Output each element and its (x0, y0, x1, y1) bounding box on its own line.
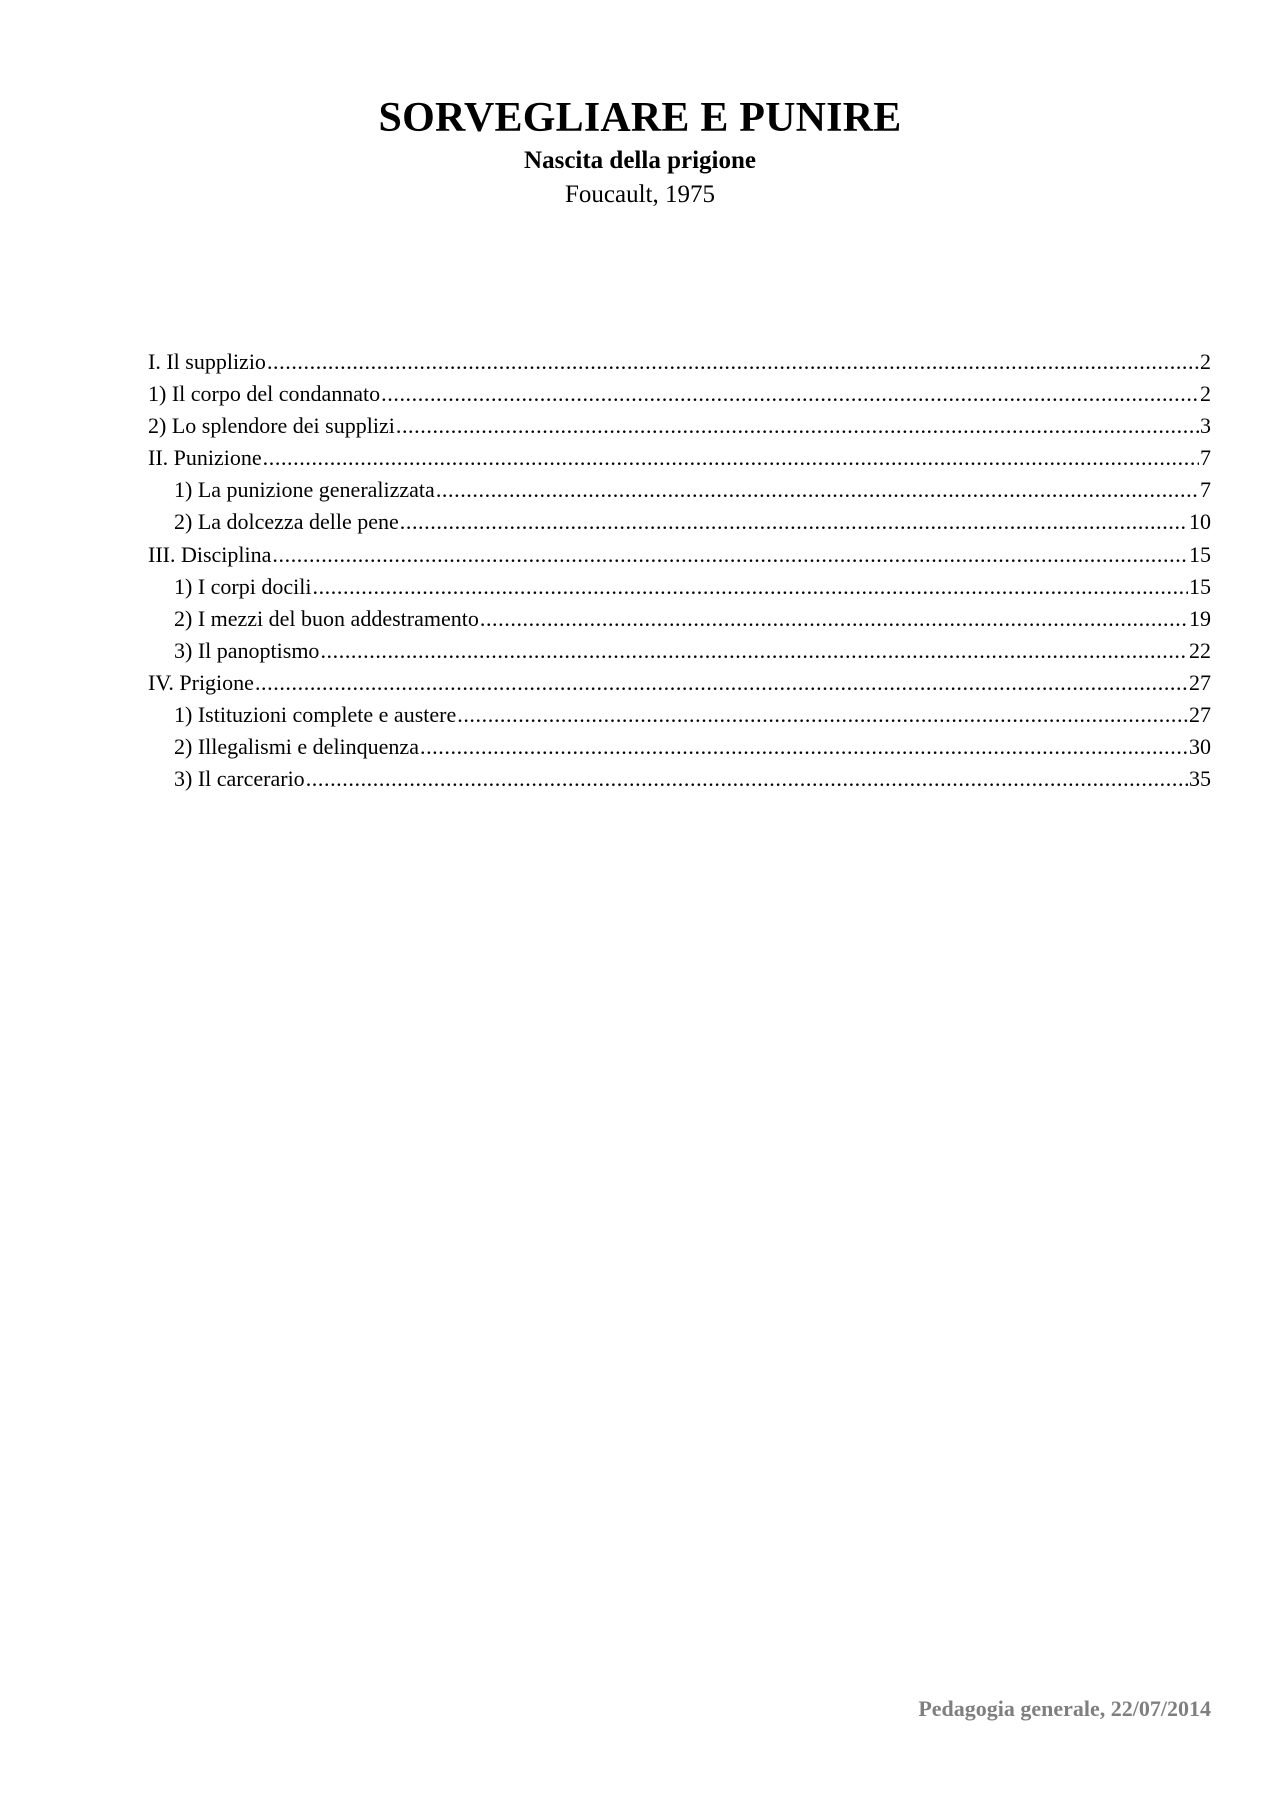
document-subtitle: Nascita della prigione (524, 147, 756, 174)
toc-entry-label: 1) I corpi docili (174, 573, 312, 599)
table-of-contents (148, 346, 1211, 795)
toc-entry[interactable] (148, 699, 1211, 731)
toc-entry[interactable] (148, 539, 1211, 571)
toc-entry-page: 35 (1189, 766, 1211, 792)
toc-entry-page: 27 (1189, 702, 1211, 728)
toc-entry[interactable] (148, 346, 1211, 378)
page-footer: Pedagogia generale, 22/07/2014 (918, 1696, 1211, 1721)
toc-entry[interactable] (148, 635, 1211, 667)
toc-leader-dots (381, 378, 1199, 410)
document-author: Foucault, 1975 (565, 181, 715, 208)
toc-entry-page: 27 (1189, 669, 1211, 695)
toc-entry-label: 1) Il corpo del condannato (148, 381, 381, 407)
toc-leader-dots (320, 635, 1188, 667)
toc-entry-label: I. Il supplizio (148, 349, 266, 374)
document-header (0, 92, 1280, 212)
toc-entry[interactable] (148, 603, 1211, 635)
toc-entry-page: 7 (1200, 445, 1211, 471)
toc-entry-page: 3 (1200, 413, 1211, 439)
toc-entry-page: 2 (1200, 381, 1211, 407)
toc-leader-dots (436, 474, 1199, 506)
toc-leader-dots (420, 731, 1188, 763)
toc-entry-label: 2) I mezzi del buon addestramento (174, 605, 479, 631)
toc-leader-dots (457, 699, 1188, 731)
toc-leader-dots (480, 603, 1188, 635)
toc-entry[interactable] (148, 410, 1211, 442)
toc-entry-label: II. Punizione (148, 445, 262, 471)
toc-entry[interactable] (148, 378, 1211, 410)
toc-entry-page: 7 (1200, 477, 1211, 503)
toc-leader-dots (306, 763, 1188, 795)
toc-leader-dots (396, 410, 1199, 442)
toc-entry[interactable] (148, 731, 1211, 763)
toc-leader-dots (255, 667, 1188, 699)
toc-entry-label: 2) La dolcezza delle pene (174, 509, 399, 535)
toc-entry-label: 2) Illegalismi e delinquenza (174, 734, 419, 760)
toc-entry-page: 30 (1189, 734, 1211, 760)
toc-leader-dots (400, 506, 1188, 538)
toc-leader-dots (267, 346, 1199, 378)
toc-entry-page: 22 (1189, 637, 1211, 663)
toc-entry-page: 15 (1189, 541, 1211, 567)
toc-leader-dots (272, 539, 1188, 571)
toc-entry-label: IV. Prigione (148, 669, 254, 695)
toc-entry-page: 15 (1189, 573, 1211, 599)
document-title: SORVEGLIARE E PUNIRE (378, 95, 902, 141)
toc-entry-page: 19 (1189, 605, 1211, 631)
toc-entry-label: 3) Il carcerario (174, 766, 305, 792)
toc-leader-dots (312, 571, 1188, 603)
toc-entry-label: III. Disciplina (148, 541, 272, 567)
toc-entry-page: 10 (1189, 509, 1211, 535)
toc-leader-dots (263, 442, 1199, 474)
toc-entry-page: 2 (1200, 349, 1211, 374)
toc-entry-label: 3) Il panoptismo (174, 637, 320, 663)
toc-entry[interactable] (148, 474, 1211, 506)
toc-entry[interactable] (148, 763, 1211, 795)
toc-entry[interactable] (148, 571, 1211, 603)
toc-entry[interactable] (148, 442, 1211, 474)
toc-entry-label: 1) La punizione generalizzata (174, 477, 435, 503)
toc-entry[interactable] (148, 506, 1211, 538)
toc-entry-label: 1) Istituzioni complete e austere (174, 702, 457, 728)
toc-entry-label: 2) Lo splendore dei supplizi (148, 413, 395, 439)
toc-entry[interactable] (148, 667, 1211, 699)
